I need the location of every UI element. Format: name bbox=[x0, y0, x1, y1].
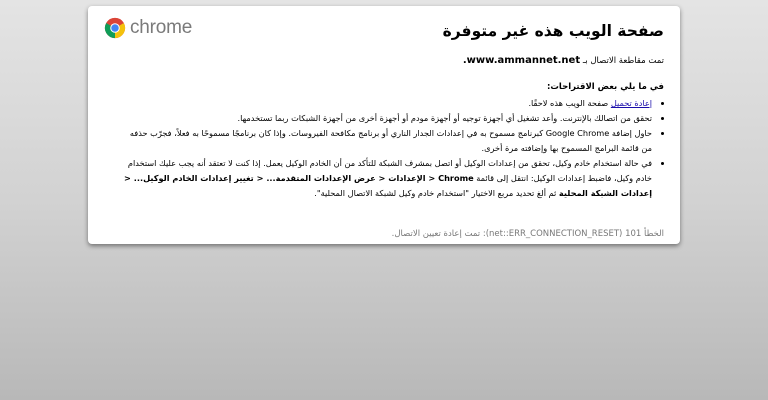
error-content bbox=[124, 20, 664, 240]
host-name: www.ammannet.net. bbox=[462, 55, 581, 66]
suggestion-firewall: • حاول إضافة Google Chrome كبرنامج مسموح به في إعدادات الجدار الناري أو برنامج مكافحة الفيروسات. وإذا كان برنامجًا مسموحًا به فعلاً، فجرّب حذفه من قائمة البرامج المسموح بها وإضافته مرة أخرى. bbox=[124, 126, 652, 156]
proxy-text-c: ثم ألغ تحديد مربع الاختيار "استخدام خادم وكيل لشبكة الاتصال المحلية". bbox=[314, 188, 559, 198]
suggestion-check-connection: • تحقق من اتصالك بالإنترنت. وأعد تشغيل أي أجهزة توجيه أو أجهزة مودم أو أجهزة أخرى من أجهزة الشبكات ربما تستخدمها. bbox=[124, 111, 652, 126]
error-card bbox=[88, 6, 680, 244]
suggestions-list bbox=[124, 96, 664, 201]
suggestion-reload bbox=[124, 96, 652, 111]
proxy-text-a: في حالة استخدام خادم وكيل، تحقق من إعدادات الوكيل أو اتصل بمشرف الشبكة للتأكد من أن الخادم الوكيل يعمل. إذا كنت لا تعتقد أنه يجب عليك استخدام خادم وكيل، فاضبط إعدادات الوكيل: انتقل إلى قائمة bbox=[127, 158, 652, 183]
connection-message bbox=[124, 54, 664, 68]
page-title: صفحة الويب هذه غير متوفرة bbox=[442, 22, 664, 40]
suggestion-proxy bbox=[124, 156, 652, 201]
proxy-settings-path: Chrome < الإعدادات < عرض الإعدادات المتقدمة... < تغيير إعدادات الخادم الوكيل... < إعدادات الشبكة المحلية bbox=[124, 173, 652, 198]
reload-rest-text: صفحة الويب هذه لاحقًا. bbox=[528, 98, 611, 108]
chrome-logo-text: chrome bbox=[130, 17, 193, 38]
reload-link[interactable]: إعادة تحميل bbox=[610, 98, 652, 108]
error-code: الخطأ 101 (net::ERR_CONNECTION_RESET): تمت إعادة تعيين الاتصال. bbox=[391, 229, 664, 239]
connection-prefix: تمت مقاطعة الاتصال بـ bbox=[582, 56, 664, 66]
chrome-logo-icon bbox=[104, 17, 126, 39]
suggestions-heading: في ما يلي بعض الاقتراحات: bbox=[546, 82, 664, 92]
